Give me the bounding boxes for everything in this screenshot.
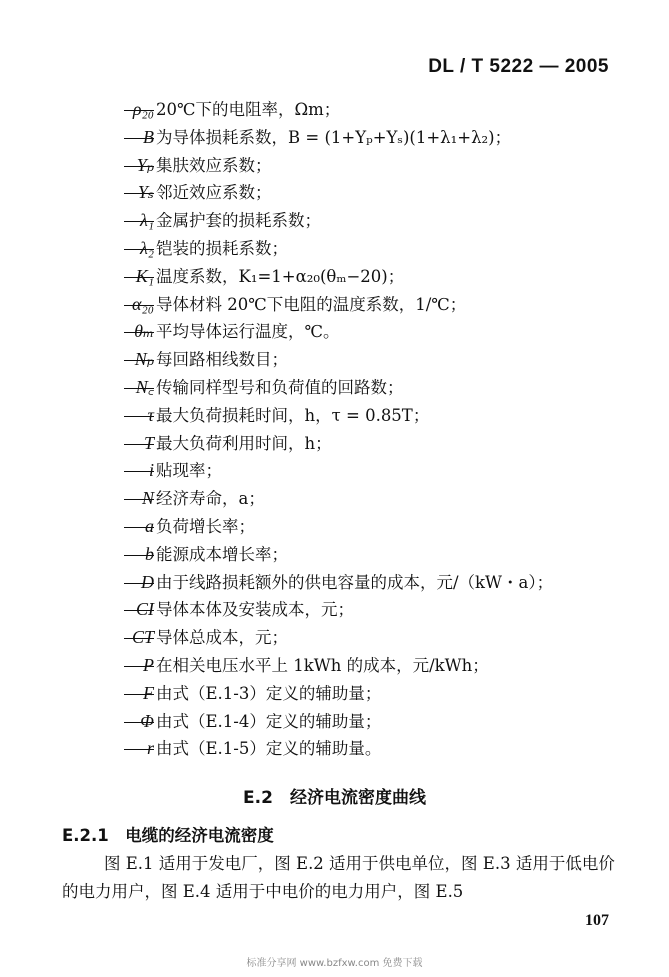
definition-description: 负荷增长率；: [156, 516, 255, 536]
definition-symbol: F: [143, 682, 154, 703]
definition-symbol: Nₚ: [134, 349, 154, 370]
definition-symbol: λ₂: [139, 237, 154, 258]
definition-description: 导体材料 20℃下电阻的温度系数，1/℃；: [156, 294, 467, 314]
definition-row: [0, 513, 669, 541]
definition-row: [0, 569, 669, 597]
definition-symbol: N: [141, 488, 154, 509]
definition-description: 平均导体运行温度，℃。: [156, 322, 340, 342]
definition-description: 最大负荷损耗时间，h，τ = 0.85T；: [156, 405, 430, 425]
footer-watermark: 标准分享网 www.bzfxw.com 免费下载: [246, 958, 423, 969]
definition-row: [0, 96, 669, 124]
definition-symbol: r: [146, 738, 154, 759]
definition-description: 20℃下的电阻率，Ωm；: [156, 100, 341, 119]
body-paragraph: 图 E.1 适用于发电厂，图 E.2 适用于供电单位，图 E.3 适用于低电价的电力用户，图 E.4 适用于中电价的电力用户，图 E.5: [62, 854, 615, 901]
definition-row: [0, 318, 669, 346]
definition-row: [0, 596, 669, 624]
definition-description: 温度系数，K₁=1+α₂₀(θₘ−20)；: [156, 266, 405, 286]
definition-symbol: CT: [131, 627, 154, 648]
definition-row: [0, 485, 669, 513]
definition-row: [0, 124, 669, 152]
definition-symbol: D: [141, 571, 154, 592]
definition-symbol: i: [148, 460, 154, 481]
definition-row: [0, 430, 669, 458]
definition-symbol: N꜀: [135, 376, 154, 397]
definition-row: [0, 291, 669, 319]
definition-symbol: CI: [136, 599, 154, 620]
definition-symbol: a: [145, 515, 154, 536]
definition-description: 由式（E.1-3）定义的辅助量；: [156, 683, 382, 703]
definition-symbol: λ₁: [139, 210, 154, 231]
definition-row: [0, 235, 669, 263]
definition-symbol: ρ₂₀: [132, 99, 154, 119]
definition-row: [0, 624, 669, 652]
definition-description: 集肤效应系数；: [156, 155, 272, 175]
definition-description: 能源成本增长率；: [156, 544, 288, 564]
definition-symbol: P: [143, 654, 154, 675]
definition-description: 在相关电压水平上 1kWh 的成本，元/kWh；: [156, 655, 489, 675]
definition-description: 经济寿命，a；: [156, 489, 265, 509]
section-title: E.2 经济电流密度曲线: [243, 788, 426, 808]
definition-description: 传输同样型号和负荷值的回路数；: [156, 377, 404, 397]
definition-symbol: T: [143, 432, 154, 453]
definition-symbol: Yₚ: [136, 154, 154, 175]
definition-description: 导体本体及安装成本，元；: [156, 600, 354, 620]
definition-description: 最大负荷利用时间，h；: [156, 433, 332, 453]
definition-description: 由式（E.1-5）定义的辅助量。: [156, 739, 382, 759]
definition-description: 由式（E.1-4）定义的辅助量；: [156, 711, 382, 731]
definition-description: 金属护套的损耗系数；: [156, 211, 321, 231]
subsection-title: E.2.1 电缆的经济电流密度: [62, 826, 274, 845]
definition-row: [0, 708, 669, 736]
definition-row: [0, 346, 669, 374]
definition-row: [0, 457, 669, 485]
definition-row: [0, 652, 669, 680]
document-code-header: DL / T 5222 — 2005: [428, 56, 609, 77]
definition-symbol: Φ: [140, 710, 154, 731]
definition-symbol: α₂₀: [132, 293, 154, 314]
definition-symbol: K₁: [135, 265, 154, 286]
definition-description: 导体总成本，元；: [156, 628, 288, 648]
definition-description: 贴现率；: [156, 461, 222, 481]
definition-description: 铠装的损耗系数；: [156, 238, 288, 258]
definition-symbol: b: [145, 543, 154, 564]
definition-row: [0, 179, 669, 207]
definition-row: [0, 152, 669, 180]
definition-row: [0, 207, 669, 235]
definition-row: [0, 735, 669, 763]
definition-symbol: θₘ: [134, 321, 154, 342]
definition-row: [0, 374, 669, 402]
definition-symbol: Yₛ: [137, 182, 154, 203]
definition-description: 由于线路损耗额外的供电容量的成本，元/（kW・a）；: [156, 572, 554, 592]
page-number: 107: [585, 912, 609, 929]
definition-description: 为导体损耗系数，B = (1+Yₚ+Yₛ)(1+λ₁+λ₂)；: [156, 127, 512, 147]
definition-description: 每回路相线数目；: [156, 350, 288, 370]
symbol-definition-list: [0, 96, 669, 763]
definition-symbol: B: [143, 126, 154, 147]
definition-symbol: τ: [147, 404, 154, 425]
definition-description: 邻近效应系数；: [156, 183, 272, 203]
definition-row: [0, 541, 669, 569]
definition-row: [0, 680, 669, 708]
definition-row: [0, 402, 669, 430]
definition-row: [0, 263, 669, 291]
